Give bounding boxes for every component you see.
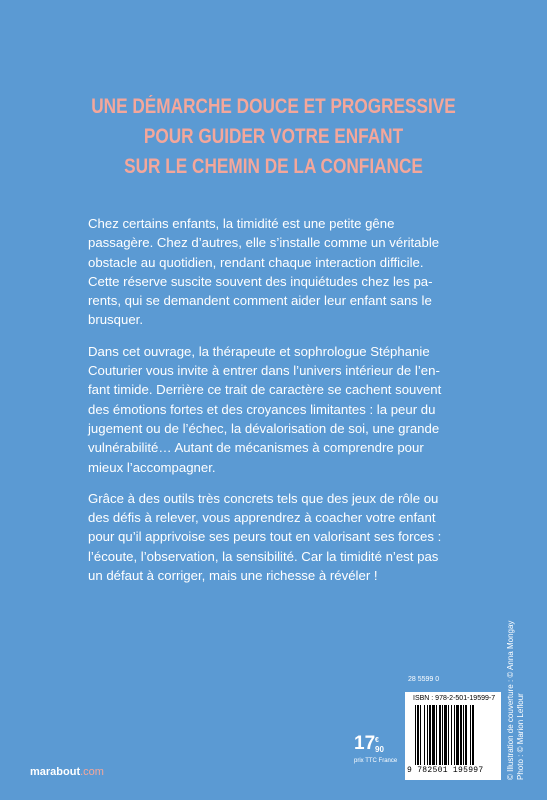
text-line: brusquer.	[88, 312, 143, 328]
barcode-bars-icon	[415, 705, 495, 765]
text-line: mieux l’accompagner.	[88, 459, 216, 475]
price-tag	[348, 733, 398, 777]
blurb-paragraph-3	[88, 489, 471, 585]
text-line: rents, qui se demandent comment aider leur enfant sans le	[88, 293, 432, 309]
text-line: fant timide. Derrière ce trait de caractère se cachent souvent	[88, 382, 442, 398]
text-line: un défaut à corriger, mais une richesse à révéler !	[88, 568, 378, 584]
back-cover-headline	[0, 92, 547, 182]
text-line: jugement ou de l’échec, la dévalorisation de soi, une grande	[88, 420, 440, 436]
headline-line: UNE DÉMARCHE DOUCE ET PROGRESSIVE	[91, 95, 456, 118]
price-currency: €	[375, 737, 379, 744]
barcode	[405, 692, 501, 780]
price-euros: 17	[354, 733, 376, 754]
text-line: pour qu’il apprivoise ses peurs tout en valorisant ses forces :	[88, 529, 442, 545]
blurb-paragraph-2	[88, 342, 471, 477]
publisher-logo	[30, 766, 104, 778]
publisher-name: marabout	[30, 766, 81, 778]
text-line: Couturier vous invite à entrer dans l’univers intérieur de l’en-	[88, 363, 440, 379]
text-line: des défis à relever, vous apprendrez à coacher votre enfant	[88, 510, 436, 526]
credit-line: © Illustration de couverture : © Anna Mongay	[506, 620, 515, 780]
text-line: obstacle au quotidien, rendant chaque interaction difficile.	[88, 254, 424, 270]
product-code: 28 5599 0	[408, 676, 440, 683]
blurb-paragraph-1	[88, 214, 471, 330]
headline-line: POUR GUIDER VOTRE ENFANT	[143, 125, 404, 148]
credit-line: Photo : © Marion Leflour	[516, 693, 525, 780]
price-cents: 90	[375, 745, 384, 754]
headline-line: SUR LE CHEMIN DE LA CONFIANCE	[124, 155, 423, 178]
text-line: passagère. Chez d’autres, elle s’installe comme un véritable	[88, 235, 440, 251]
text-line: Chez certains enfants, la timidité est une petite gêne	[88, 216, 395, 231]
image-credits	[506, 621, 526, 780]
price-note: prix TTC France	[354, 758, 398, 764]
text-line: vulnérabilité… Autant de mécanismes à comprendre pour	[88, 440, 424, 456]
text-line: Grâce à des outils très concrets tels que des jeux de rôle ou	[88, 490, 439, 506]
isbn-label: ISBN : 978-2-501-19599-7	[413, 695, 496, 702]
text-line: Dans cet ouvrage, la thérapeute et sophrologue Stéphanie	[88, 343, 430, 359]
publisher-suffix: .com	[80, 766, 104, 778]
text-line: l’écoute, l’observation, la sensibilité. Car la timidité n’est pas	[88, 548, 439, 564]
barcode-digits: 9 782501 195997	[407, 766, 484, 775]
blurb	[88, 214, 471, 597]
text-line: Cette réserve suscite souvent des inquiétudes chez les pa-	[88, 273, 433, 289]
text-line: des émotions fortes et des croyances limitantes : la peur du	[88, 401, 436, 417]
